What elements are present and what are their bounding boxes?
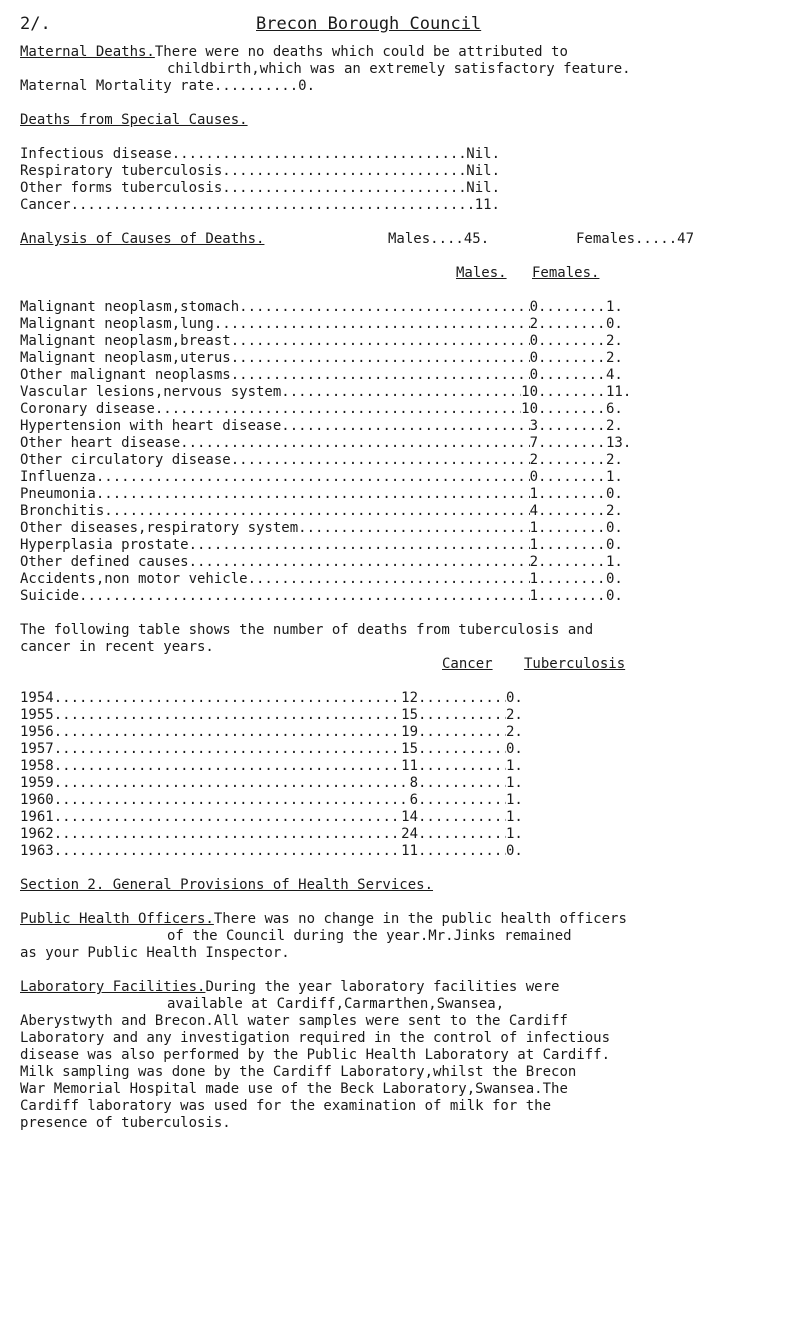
year-label: 1962 — [20, 826, 54, 842]
lab-text-9: presence of tuberculosis. — [20, 1115, 231, 1131]
dot-leader — [538, 520, 606, 537]
maternal-heading: Maternal Deaths. — [20, 44, 155, 60]
females-value: 2. — [606, 503, 623, 519]
males-value: 10 — [521, 401, 538, 417]
dot-leader — [538, 401, 606, 418]
analysis-column-headers — [20, 265, 780, 282]
year-label: 1960 — [20, 792, 54, 808]
table-row — [20, 180, 500, 197]
dot-leader — [538, 350, 606, 367]
males-value: 0 — [529, 469, 538, 485]
dot-leader — [418, 826, 506, 843]
dot-leader — [418, 724, 506, 741]
females-value: 0. — [606, 316, 623, 332]
table-row — [20, 809, 534, 826]
maternal-text-1: There were no deaths which could be attributed to — [154, 44, 568, 60]
males-value: 7 — [529, 435, 538, 451]
table-row — [20, 843, 534, 860]
table-row — [20, 452, 634, 469]
cause-label: Coronary disease — [20, 401, 155, 417]
dot-leader — [79, 588, 530, 605]
dot-leader — [231, 452, 530, 469]
females-value: 0. — [606, 537, 623, 553]
dot-leader — [71, 197, 475, 214]
dot-leader — [104, 503, 529, 520]
table-row — [20, 333, 634, 350]
table-row — [20, 588, 634, 605]
males-value: 1 — [529, 571, 538, 587]
dot-leader — [538, 384, 606, 401]
females-value: 4. — [606, 367, 623, 383]
dot-leader — [222, 180, 466, 197]
dot-leader — [231, 333, 530, 350]
special-cause-value: 11. — [474, 197, 500, 213]
special-causes-heading: Deaths from Special Causes. — [20, 112, 248, 128]
special-cause-value: Nil. — [466, 163, 500, 179]
year-label: 1957 — [20, 741, 54, 757]
table-row — [20, 316, 634, 333]
dot-leader — [538, 316, 606, 333]
tb-cancer-intro-2: cancer in recent years. — [20, 639, 214, 655]
cause-label: Other circulatory disease — [20, 452, 231, 468]
dot-leader — [54, 809, 401, 826]
females-value: 1. — [606, 554, 623, 570]
dot-leader — [54, 690, 401, 707]
cause-label: Pneumonia — [20, 486, 96, 502]
lab-heading: Laboratory Facilities. — [20, 979, 206, 995]
males-value: 2 — [529, 452, 538, 468]
analysis-table — [20, 299, 634, 605]
females-value: 2. — [606, 333, 623, 349]
table-row — [20, 469, 634, 486]
table-row — [20, 520, 634, 537]
dot-leader — [239, 299, 529, 316]
cause-label: Other defined causes — [20, 554, 189, 570]
dot-leader — [538, 571, 606, 588]
maternal-text-2: childbirth,which was an extremely satisfactory feature. — [167, 61, 631, 77]
cause-label: Malignant neoplasm,breast — [20, 333, 231, 349]
officers-line-1 — [20, 911, 780, 928]
cause-label: Other diseases,respiratory system — [20, 520, 299, 536]
lab-text-2: available at Cardiff,Carmarthen,Swansea, — [167, 996, 505, 1012]
dot-leader — [418, 843, 506, 860]
dot-leader — [418, 707, 506, 724]
lab-text-7: War Memorial Hospital made use of the Beck Laboratory,Swansea.The — [20, 1081, 568, 1097]
col-header-males: Males. — [456, 265, 507, 281]
analysis-females-total: Females.....47 — [576, 231, 695, 247]
cause-label: Hyperplasia prostate — [20, 537, 189, 553]
females-value: 1. — [606, 299, 623, 315]
cancer-value: 11 — [401, 758, 418, 774]
table-row — [20, 435, 634, 452]
lab-text-1: During the year laboratory facilities were — [205, 979, 560, 995]
dot-leader — [189, 537, 530, 554]
cause-label: Malignant neoplasm,lung — [20, 316, 214, 332]
page-title: Brecon Borough Council — [256, 14, 482, 34]
analysis-males-total: Males....45. — [388, 231, 490, 247]
dot-leader — [54, 826, 401, 843]
cause-label: Malignant neoplasm,stomach — [20, 299, 240, 315]
special-causes-table — [20, 146, 500, 214]
females-value: 2. — [606, 418, 623, 434]
table-row — [20, 384, 634, 401]
special-cause-label: Infectious disease — [20, 146, 172, 162]
officers-text-2: of the Council during the year.Mr.Jinks remained — [167, 928, 572, 944]
males-value: 2 — [529, 554, 538, 570]
dot-leader — [418, 809, 506, 826]
table-row — [20, 367, 634, 384]
tuberculosis-value: 0. — [506, 843, 523, 859]
dot-leader — [538, 486, 606, 503]
dot-leader — [538, 503, 606, 520]
special-cause-value: Nil. — [466, 180, 500, 196]
special-cause-label: Respiratory tuberculosis — [20, 163, 223, 179]
table-row — [20, 554, 634, 571]
year-label: 1959 — [20, 775, 54, 791]
lab-text-8: Cardiff laboratory was used for the examination of milk for the — [20, 1098, 552, 1114]
table-row — [20, 146, 500, 163]
page-header — [20, 14, 780, 44]
analysis-heading: Analysis of Causes of Deaths. — [20, 231, 265, 247]
males-value: 1 — [529, 588, 538, 604]
cause-label: Other heart disease — [20, 435, 181, 451]
dot-leader — [96, 469, 530, 486]
year-label: 1954 — [20, 690, 54, 706]
dot-leader — [214, 316, 530, 333]
dot-leader — [298, 520, 529, 537]
females-value: 0. — [606, 486, 623, 502]
tb-cancer-table — [20, 690, 534, 860]
year-label: 1958 — [20, 758, 54, 774]
tuberculosis-value: 1. — [506, 792, 523, 808]
males-value: 0 — [529, 367, 538, 383]
cause-label: Hypertension with heart disease — [20, 418, 282, 434]
col-header-tuberculosis: Tuberculosis — [524, 656, 626, 672]
maternal-rate-label: Maternal Mortality rate — [20, 78, 214, 94]
dot-leader — [155, 401, 521, 418]
tuberculosis-value: 0. — [506, 741, 523, 757]
dot-leader — [538, 537, 606, 554]
dot-leader — [538, 452, 606, 469]
females-value: 13. — [606, 435, 632, 451]
tuberculosis-value: 2. — [506, 724, 523, 740]
lab-text-5: disease was also performed by the Public Health Laboratory at Cardiff. — [20, 1047, 611, 1063]
officers-text-1: There was no change in the public health officers — [213, 911, 627, 927]
dot-leader — [538, 418, 606, 435]
table-row — [20, 724, 534, 741]
table-row — [20, 571, 634, 588]
males-value: 0 — [529, 299, 538, 315]
dot-leader — [418, 775, 506, 792]
maternal-rate-leader: .......... — [213, 78, 299, 94]
dot-leader — [222, 163, 466, 180]
dot-leader — [54, 843, 401, 860]
year-label: 1955 — [20, 707, 54, 723]
dot-leader — [96, 486, 530, 503]
males-value: 1 — [529, 537, 538, 553]
dot-leader — [248, 571, 530, 588]
cancer-value: 12 — [401, 690, 418, 706]
females-value: 0. — [606, 520, 623, 536]
cancer-value: 24 — [401, 826, 418, 842]
lab-text-3: Aberystwyth and Brecon.All water samples were sent to the Cardiff — [20, 1013, 568, 1029]
females-value: 11. — [606, 384, 632, 400]
dot-leader — [418, 758, 506, 775]
lab-line-1 — [20, 979, 780, 996]
table-row — [20, 707, 534, 724]
table-row — [20, 503, 634, 520]
females-value: 0. — [606, 571, 623, 587]
tuberculosis-value: 1. — [506, 775, 523, 791]
dot-leader — [418, 690, 506, 707]
dot-leader — [54, 775, 410, 792]
cause-label: Suicide — [20, 588, 80, 604]
table-row — [20, 418, 634, 435]
males-value: 1 — [529, 486, 538, 502]
year-label: 1963 — [20, 843, 54, 859]
lab-text-6: Milk sampling was done by the Cardiff Laboratory,whilst the Brecon — [20, 1064, 577, 1080]
tuberculosis-value: 0. — [506, 690, 523, 706]
males-value: 1 — [529, 520, 538, 536]
analysis-heading-row — [20, 231, 780, 248]
tuberculosis-value: 1. — [506, 758, 523, 774]
table-row — [20, 690, 534, 707]
males-value: 4 — [529, 503, 538, 519]
males-value: 0 — [529, 333, 538, 349]
cancer-value: 15 — [401, 707, 418, 723]
dot-leader — [189, 554, 530, 571]
cause-label: Influenza — [20, 469, 96, 485]
cause-label: Other malignant neoplasms — [20, 367, 231, 383]
females-value: 2. — [606, 350, 623, 366]
maternal-rate — [20, 78, 500, 95]
maternal-rate-value: 0. — [298, 78, 316, 94]
year-label: 1961 — [20, 809, 54, 825]
lab-text-4: Laboratory and any investigation required in the control of infectious — [20, 1030, 611, 1046]
tb-cancer-intro-1: The following table shows the number of deaths from tuberculosis and — [20, 622, 594, 638]
dot-leader — [538, 435, 606, 452]
cause-label: Accidents,non motor vehicle — [20, 571, 248, 587]
officers-heading: Public Health Officers. — [20, 911, 214, 927]
table-row — [20, 299, 634, 316]
dot-leader — [172, 146, 467, 163]
tuberculosis-value: 2. — [506, 707, 523, 723]
officers-text-3: as your Public Health Inspector. — [20, 945, 290, 961]
col-header-cancer: Cancer — [442, 656, 493, 672]
dot-leader — [418, 741, 506, 758]
dot-leader — [54, 707, 401, 724]
females-value: 2. — [606, 452, 623, 468]
dot-leader — [54, 758, 401, 775]
table-row — [20, 792, 534, 809]
special-cause-label: Other forms tuberculosis — [20, 180, 223, 196]
dot-leader — [180, 435, 529, 452]
special-cause-label: Cancer — [20, 197, 71, 213]
dot-leader — [538, 367, 606, 384]
females-value: 0. — [606, 588, 623, 604]
document-page — [20, 14, 780, 1132]
table-row — [20, 350, 634, 367]
table-row — [20, 486, 634, 503]
page-number: 2/. — [20, 14, 51, 34]
dot-leader — [54, 724, 401, 741]
col-header-females: Females. — [532, 265, 600, 281]
males-value: 3 — [529, 418, 538, 434]
table-row — [20, 163, 500, 180]
dot-leader — [54, 792, 410, 809]
table-row — [20, 197, 500, 214]
cancer-value: 8 — [409, 775, 418, 791]
tb-cancer-column-headers — [20, 656, 780, 673]
dot-leader — [538, 333, 606, 350]
cancer-value: 6 — [409, 792, 418, 808]
males-value: 10 — [521, 384, 538, 400]
dot-leader — [538, 469, 606, 486]
year-label: 1956 — [20, 724, 54, 740]
dot-leader — [418, 792, 506, 809]
cause-label: Bronchitis — [20, 503, 105, 519]
section-2-heading: Section 2. General Provisions of Health Services. — [20, 877, 434, 893]
cause-label: Vascular lesions,nervous system — [20, 384, 282, 400]
females-value: 1. — [606, 469, 623, 485]
table-row — [20, 775, 534, 792]
cancer-value: 11 — [401, 843, 418, 859]
cancer-value: 14 — [401, 809, 418, 825]
dot-leader — [231, 367, 530, 384]
special-cause-value: Nil. — [466, 146, 500, 162]
males-value: 2 — [529, 316, 538, 332]
cause-label: Malignant neoplasm,uterus — [20, 350, 231, 366]
cancer-value: 19 — [401, 724, 418, 740]
dot-leader — [538, 299, 606, 316]
dot-leader — [538, 588, 606, 605]
dot-leader — [231, 350, 530, 367]
dot-leader — [281, 384, 521, 401]
cancer-value: 15 — [401, 741, 418, 757]
dot-leader — [538, 554, 606, 571]
table-row — [20, 537, 634, 554]
tuberculosis-value: 1. — [506, 809, 523, 825]
table-row — [20, 826, 534, 843]
dot-leader — [281, 418, 529, 435]
tuberculosis-value: 1. — [506, 826, 523, 842]
table-row — [20, 758, 534, 775]
males-value: 0 — [529, 350, 538, 366]
maternal-line-1 — [20, 44, 780, 61]
table-row — [20, 741, 534, 758]
table-row — [20, 401, 634, 418]
females-value: 6. — [606, 401, 623, 417]
dot-leader — [54, 741, 401, 758]
